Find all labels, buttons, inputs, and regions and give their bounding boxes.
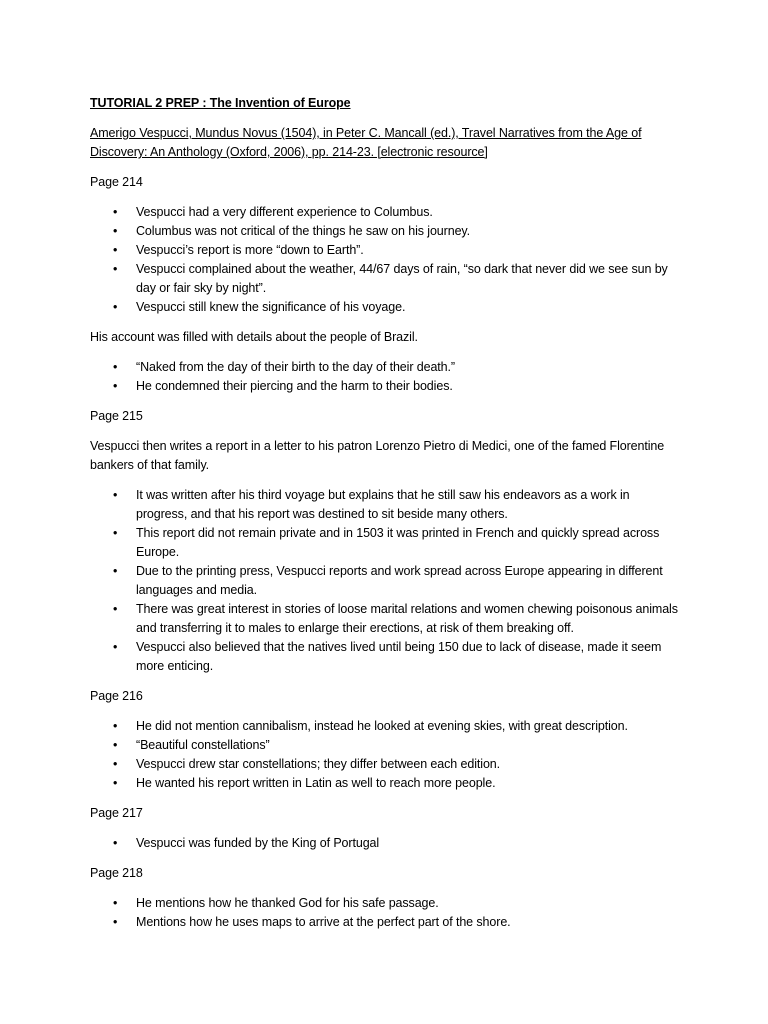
list-item-text: Vespucci also believed that the natives lived until being 150 due to lack of disease, made it seem more enticing. (136, 640, 662, 673)
list-item (90, 834, 680, 853)
list-item (90, 913, 680, 932)
list-item-text: Mentions how he uses maps to arrive at the perfect part of the shore. (136, 915, 511, 929)
list-item-text: This report did not remain private and in 1503 it was printed in French and quickly spread across Europe. (136, 526, 660, 559)
list-item-text: Columbus was not critical of the things he saw on his journey. (136, 224, 471, 238)
list-item-text: There was great interest in stories of loose marital relations and women chewing poisonous animals and transferring it to males to enlarge their erections, at risk of them breaking off. (136, 602, 678, 635)
source-citation: Amerigo Vespucci, Mundus Novus (1504), in Peter C. Mancall (ed.), Travel Narratives from the Age of Discovery: An Anthology (Oxford, 2006), pp. 214-23. [electronic resource] (90, 126, 642, 159)
list-item (90, 736, 680, 755)
page-215-bullet-list (90, 486, 680, 676)
list-item-text: He mentions how he thanked God for his safe passage. (136, 896, 439, 910)
list-item (90, 600, 680, 638)
list-item (90, 222, 680, 241)
list-item-text: Vespucci drew star constellations; they differ between each edition. (136, 757, 501, 771)
bullet-icon: • (113, 243, 118, 257)
list-item (90, 260, 680, 298)
bullet-icon: • (113, 300, 118, 314)
bullet-icon: • (113, 836, 118, 850)
bullet-icon: • (113, 719, 118, 733)
list-item (90, 203, 680, 222)
list-item-text: “Naked from the day of their birth to the day of their death.” (136, 360, 455, 374)
bullet-icon: • (113, 738, 118, 752)
list-item (90, 524, 680, 562)
list-item (90, 774, 680, 793)
page-217-bullet-list (90, 834, 680, 853)
page-218-heading: Page 218 (90, 866, 143, 880)
page-216-heading: Page 216 (90, 689, 143, 703)
list-item-text: He wanted his report written in Latin as well to reach more people. (136, 776, 496, 790)
page-214-heading: Page 214 (90, 175, 143, 189)
list-item-text: He did not mention cannibalism, instead he looked at evening skies, with great description. (136, 719, 628, 733)
bullet-icon: • (113, 896, 118, 910)
list-item (90, 717, 680, 736)
list-item (90, 755, 680, 774)
bullet-icon: • (113, 915, 118, 929)
page-217-heading: Page 217 (90, 806, 143, 820)
list-item-text: Vespucci was funded by the King of Portugal (136, 836, 380, 850)
list-item (90, 562, 680, 600)
list-item (90, 298, 680, 317)
document-title: TUTORIAL 2 PREP : The Invention of Europe (90, 96, 351, 110)
list-item-text: He condemned their piercing and the harm to their bodies. (136, 379, 453, 393)
list-item (90, 486, 680, 524)
list-item (90, 894, 680, 913)
bullet-icon: • (113, 488, 118, 502)
list-item (90, 358, 680, 377)
bullet-icon: • (113, 757, 118, 771)
list-item (90, 241, 680, 260)
bullet-icon: • (113, 564, 118, 578)
page-214-paragraph: His account was filled with details about the people of Brazil. (90, 330, 418, 344)
bullet-icon: • (113, 224, 118, 238)
list-item (90, 377, 680, 396)
bullet-icon: • (113, 776, 118, 790)
page-215-heading: Page 215 (90, 409, 143, 423)
page-214-bullet-list-2 (90, 358, 680, 396)
list-item-text: It was written after his third voyage but explains that he still saw his endeavors as a work in progress, and that his report was destined to sit beside many others. (136, 488, 630, 521)
document-body (90, 94, 680, 943)
page-216-bullet-list (90, 717, 680, 793)
bullet-icon: • (113, 262, 118, 276)
list-item-text: Vespucci complained about the weather, 44/67 days of rain, “so dark that never did we see sun by day or fair sky by night”. (136, 262, 668, 295)
list-item-text: Due to the printing press, Vespucci reports and work spread across Europe appearing in different languages and media. (136, 564, 663, 597)
page-218-bullet-list (90, 894, 680, 932)
list-item-text: Vespucci had a very different experience to Columbus. (136, 205, 433, 219)
bullet-icon: • (113, 640, 118, 654)
bullet-icon: • (113, 602, 118, 616)
bullet-icon: • (113, 360, 118, 374)
list-item (90, 638, 680, 676)
bullet-icon: • (113, 379, 118, 393)
list-item-text: “Beautiful constellations” (136, 738, 270, 752)
page-214-bullet-list (90, 203, 680, 317)
bullet-icon: • (113, 526, 118, 540)
bullet-icon: • (113, 205, 118, 219)
page-215-paragraph: Vespucci then writes a report in a letter to his patron Lorenzo Pietro di Medici, one of the famed Florentine bankers of that family. (90, 439, 665, 472)
list-item-text: Vespucci still knew the significance of his voyage. (136, 300, 406, 314)
list-item-text: Vespucci’s report is more “down to Earth”. (136, 243, 364, 257)
